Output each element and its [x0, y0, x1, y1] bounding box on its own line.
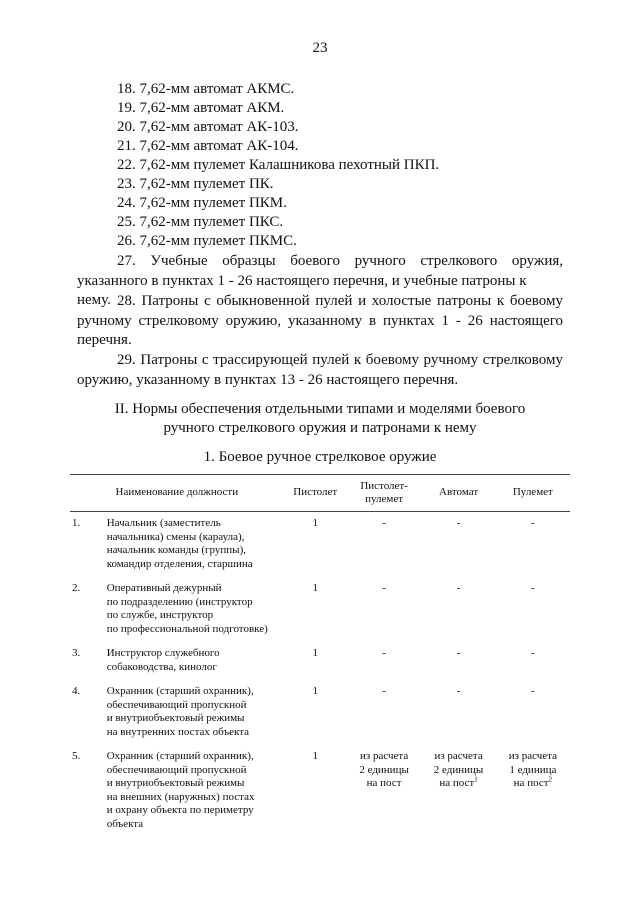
name-line: обеспечивающий пропускной — [106, 698, 247, 711]
mg-cell: - — [531, 647, 535, 659]
name-line: на внешних (наружных) постах — [106, 790, 255, 803]
section-title-line: II. Нормы обеспечения отдельными типами и моделями боевого — [114, 401, 526, 417]
header-line: Пистолет- — [360, 479, 408, 492]
name-line: по службе, инструктор — [106, 609, 214, 621]
name-line: Охранник (старший охранник), — [106, 685, 254, 697]
cell-line: из расчета — [508, 750, 557, 762]
header-mg: Пулемет — [496, 475, 570, 512]
list-item: 22. 7,62-мм пулемет Калашникова пехотный ПКП. — [117, 157, 440, 173]
position-name — [105, 680, 284, 745]
rifle-cell: - — [456, 647, 461, 659]
cell-line — [423, 777, 493, 791]
page-number: 23 — [312, 40, 328, 56]
pistol-cell: 1 — [312, 647, 318, 659]
paragraph-line: 28. Патроны с обыкновенной пулей и холостые патроны к боевому — [117, 293, 563, 309]
pistol-mg-cell: - — [382, 517, 386, 529]
mg-cell: - — [531, 517, 535, 529]
footnote-marker: 1 — [474, 775, 478, 784]
cell-line — [498, 777, 568, 791]
row-number: 1. — [72, 517, 81, 529]
name-line: Начальник (заместитель — [106, 517, 221, 529]
paragraph-line: указанного в пунктах 1 - 26 настоящего перечня, и учебные патроны к нему. — [77, 272, 527, 308]
table-row — [70, 745, 570, 837]
list-item: 25. 7,62-мм пулемет ПКС. — [117, 214, 284, 230]
row-number: 3. — [72, 647, 81, 659]
mg-cell: - — [531, 685, 535, 697]
name-line: и внутриобъектовый режимы — [106, 712, 245, 724]
row-number: 2. — [72, 582, 81, 594]
position-name — [105, 577, 284, 642]
rifle-cell: - — [456, 685, 461, 697]
row-number: 4. — [72, 685, 81, 697]
mg-cell: - — [531, 582, 535, 594]
name-line: Инструктор служебного — [106, 647, 220, 659]
header-position: Наименование должности — [70, 475, 284, 512]
pistol-mg-cell: - — [382, 685, 386, 697]
name-line: объекта — [106, 817, 144, 830]
cell-line: 1 единица — [509, 763, 557, 776]
cell-line: 2 единицы — [359, 763, 409, 776]
list-item: 23. 7,62-мм пулемет ПК. — [117, 176, 274, 192]
cell-line: из расчета — [359, 750, 409, 762]
pistol-mg-cell — [347, 745, 422, 837]
row-number: 5. — [72, 750, 81, 762]
cell-line: из расчета — [434, 750, 483, 762]
name-line: и охрану объекта по периметру — [106, 804, 254, 816]
position-name — [105, 512, 284, 578]
name-line: Охранник (старший охранник), — [106, 750, 254, 762]
position-name — [105, 745, 284, 837]
rifle-cell: - — [456, 517, 461, 529]
name-line: Оперативный дежурный — [106, 582, 222, 594]
pistol-cell: 1 — [312, 750, 318, 762]
name-line: начальника) смены (караула), — [106, 530, 245, 543]
table-row — [70, 512, 570, 578]
section-title-line: ручного стрелкового оружия и патронами к нему — [163, 420, 477, 436]
subsection-title: 1. Боевое ручное стрелковое оружие — [203, 449, 437, 465]
header-rifle: Автомат — [421, 475, 495, 512]
list-item: 19. 7,62-мм автомат АКМ. — [117, 100, 285, 116]
list-item: 21. 7,62-мм автомат АК-104. — [117, 138, 299, 154]
header-pistol: Пистолет — [284, 475, 347, 512]
name-line: на внутренних постах объекта — [106, 725, 250, 738]
pistol-cell: 1 — [312, 685, 318, 697]
list-item: 20. 7,62-мм автомат АК-103. — [117, 119, 299, 135]
cell-line: на пост — [366, 777, 402, 789]
table-row — [70, 680, 570, 745]
table-row — [70, 642, 570, 680]
footnote-marker: 2 — [548, 775, 553, 784]
pistol-mg-cell: - — [382, 582, 386, 594]
list-item: 24. 7,62-мм пулемет ПКМ. — [117, 195, 287, 211]
list-item: 18. 7,62-мм автомат АКМС. — [117, 81, 295, 97]
rifle-cell: - — [456, 582, 461, 594]
header-line: пулемет — [365, 493, 404, 505]
paragraph-28 — [77, 292, 563, 351]
section-title — [0, 400, 640, 438]
cell-text: на пост — [513, 777, 549, 789]
name-line: и внутриобъектовый режимы — [106, 777, 245, 789]
header-pistol-mg — [347, 475, 422, 512]
rifle-cell — [421, 745, 495, 837]
cell-line: 2 единицы — [433, 763, 484, 776]
name-line: командир отделения, старшина — [106, 557, 253, 570]
paragraph-line: перечня. — [77, 332, 132, 348]
name-line: собаководства, кинолог — [106, 660, 217, 673]
paragraph-line: 27. Учебные образцы боевого ручного стрелкового оружия, — [117, 253, 563, 269]
paragraph-line: ручному стрелковому оружию, указанному в пунктах 1 - 26 настоящего — [77, 312, 563, 329]
name-line: по профессиональной подготовке) — [106, 622, 268, 635]
paragraph-line: оружию, указанному в пунктах 13 - 26 настоящего перечня. — [77, 371, 459, 388]
table-row — [70, 577, 570, 642]
name-line: по подразделению (инструктор — [106, 595, 253, 608]
name-line: начальник команды (группы), — [106, 544, 246, 556]
norms-table — [70, 474, 570, 837]
pistol-cell: 1 — [312, 517, 318, 529]
position-name — [105, 642, 284, 680]
name-line: обеспечивающий пропускной — [106, 763, 247, 776]
paragraph-line: 29. Патроны с трассирующей пулей к боевому ручному стрелковому — [117, 352, 563, 368]
mg-cell — [496, 745, 570, 837]
pistol-cell: 1 — [312, 582, 318, 594]
cell-text: на пост — [439, 777, 475, 789]
paragraph-29 — [77, 351, 563, 390]
pistol-mg-cell: - — [382, 647, 386, 659]
list-item: 26. 7,62-мм пулемет ПКМС. — [117, 233, 297, 249]
table-header-row — [70, 475, 570, 512]
